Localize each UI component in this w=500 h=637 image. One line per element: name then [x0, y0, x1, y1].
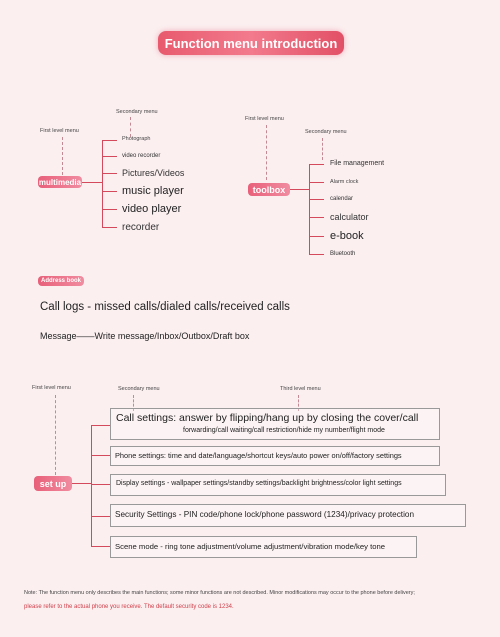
setup-third-label: Third level menu: [280, 386, 321, 392]
page-title: Function menu introduction: [158, 31, 344, 55]
toolbox-hline: [290, 189, 309, 190]
toolbox-pill: toolbox: [248, 183, 290, 196]
toolbox-secondary-label: Secondary menu: [305, 129, 347, 135]
multimedia-tick: [102, 191, 117, 192]
toolbox-vline: [309, 164, 310, 255]
multimedia-tick: [102, 156, 117, 157]
setup-tick: [91, 425, 110, 426]
toolbox-first-label: First level menu: [245, 116, 284, 122]
setup-tick: [91, 455, 110, 456]
toolbox-tick: [309, 182, 324, 183]
setup-tick: [91, 484, 110, 485]
toolbox-first-connector: [266, 125, 267, 180]
phone-settings-box: [110, 446, 440, 466]
toolbox-item: Alarm clock: [330, 179, 359, 185]
toolbox-tick: [309, 199, 324, 200]
multimedia-item: Pictures/Videos: [122, 168, 185, 178]
multimedia-secondary-connector: [130, 117, 131, 137]
toolbox-secondary-connector: [322, 138, 323, 160]
toolbox-tick: [309, 164, 324, 165]
multimedia-first-connector: [62, 137, 63, 175]
message-text: Message——Write message/Inbox/Outbox/Draft box: [40, 331, 250, 341]
call-settings-box: [110, 408, 440, 440]
multimedia-item: video recorder: [122, 153, 161, 159]
toolbox-item: calculator: [330, 212, 369, 222]
setup-first-connector: [55, 395, 56, 475]
toolbox-item: e-book: [330, 230, 364, 242]
security-settings-text: Security Settings - PIN code/phone lock/phone password (1234)/privacy protection: [115, 510, 415, 519]
multimedia-tick: [102, 173, 117, 174]
multimedia-item: music player: [122, 185, 184, 197]
toolbox-item: File management: [330, 160, 385, 167]
note-line-2: please refer to the actual phone you receive. The default security code is 1234.: [24, 604, 234, 610]
multimedia-tick: [102, 227, 117, 228]
setup-first-label: First level menu: [32, 385, 71, 391]
setup-vline: [91, 425, 92, 546]
call-logs-text: Call logs - missed calls/dialed calls/received calls: [40, 301, 290, 313]
multimedia-item: recorder: [122, 222, 160, 233]
toolbox-item: Bluetooth: [330, 251, 356, 257]
multimedia-item: Photograph: [122, 136, 151, 142]
display-settings-text: Display settings - wallpaper settings/standby settings/backlight brightness/color light settings: [116, 480, 402, 487]
security-settings-box: [110, 504, 466, 527]
phone-settings-text: Phone settings: time and date/language/shortcut keys/auto power on/off/factory settings: [115, 451, 402, 460]
multimedia-first-label: First level menu: [40, 128, 79, 134]
address-book-pill: Address book: [38, 276, 84, 286]
toolbox-tick: [309, 236, 324, 237]
multimedia-item: video player: [122, 203, 182, 215]
scene-mode-box: [110, 536, 417, 558]
scene-mode-text: Scene mode - ring tone adjustment/volume adjustment/vibration mode/key tone: [115, 542, 386, 551]
call-settings-main: Call settings: answer by flipping/hang up by closing the cover/call: [116, 412, 419, 424]
toolbox-tick: [309, 254, 324, 255]
multimedia-tick: [102, 209, 117, 210]
setup-pill: set up: [34, 476, 72, 491]
setup-tick: [91, 516, 110, 517]
call-settings-sub: forwarding/call waiting/call restriction/hide my number/flight mode: [183, 427, 385, 434]
multimedia-vline: [102, 140, 103, 227]
setup-secondary-label: Secondary menu: [118, 386, 160, 392]
setup-hline: [72, 483, 91, 484]
note-line-1: Note: The function menu only describes the main functions; some minor functions are not described. Minor modifications may occur to the phone before delivery;: [24, 590, 415, 596]
setup-tick: [91, 546, 110, 547]
toolbox-tick: [309, 217, 324, 218]
multimedia-secondary-label: Secondary menu: [116, 109, 158, 115]
multimedia-tick: [102, 140, 117, 141]
multimedia-hline: [82, 182, 102, 183]
multimedia-pill: multimedia: [38, 177, 82, 187]
display-settings-box: [110, 474, 446, 496]
toolbox-item: calendar: [330, 196, 354, 202]
